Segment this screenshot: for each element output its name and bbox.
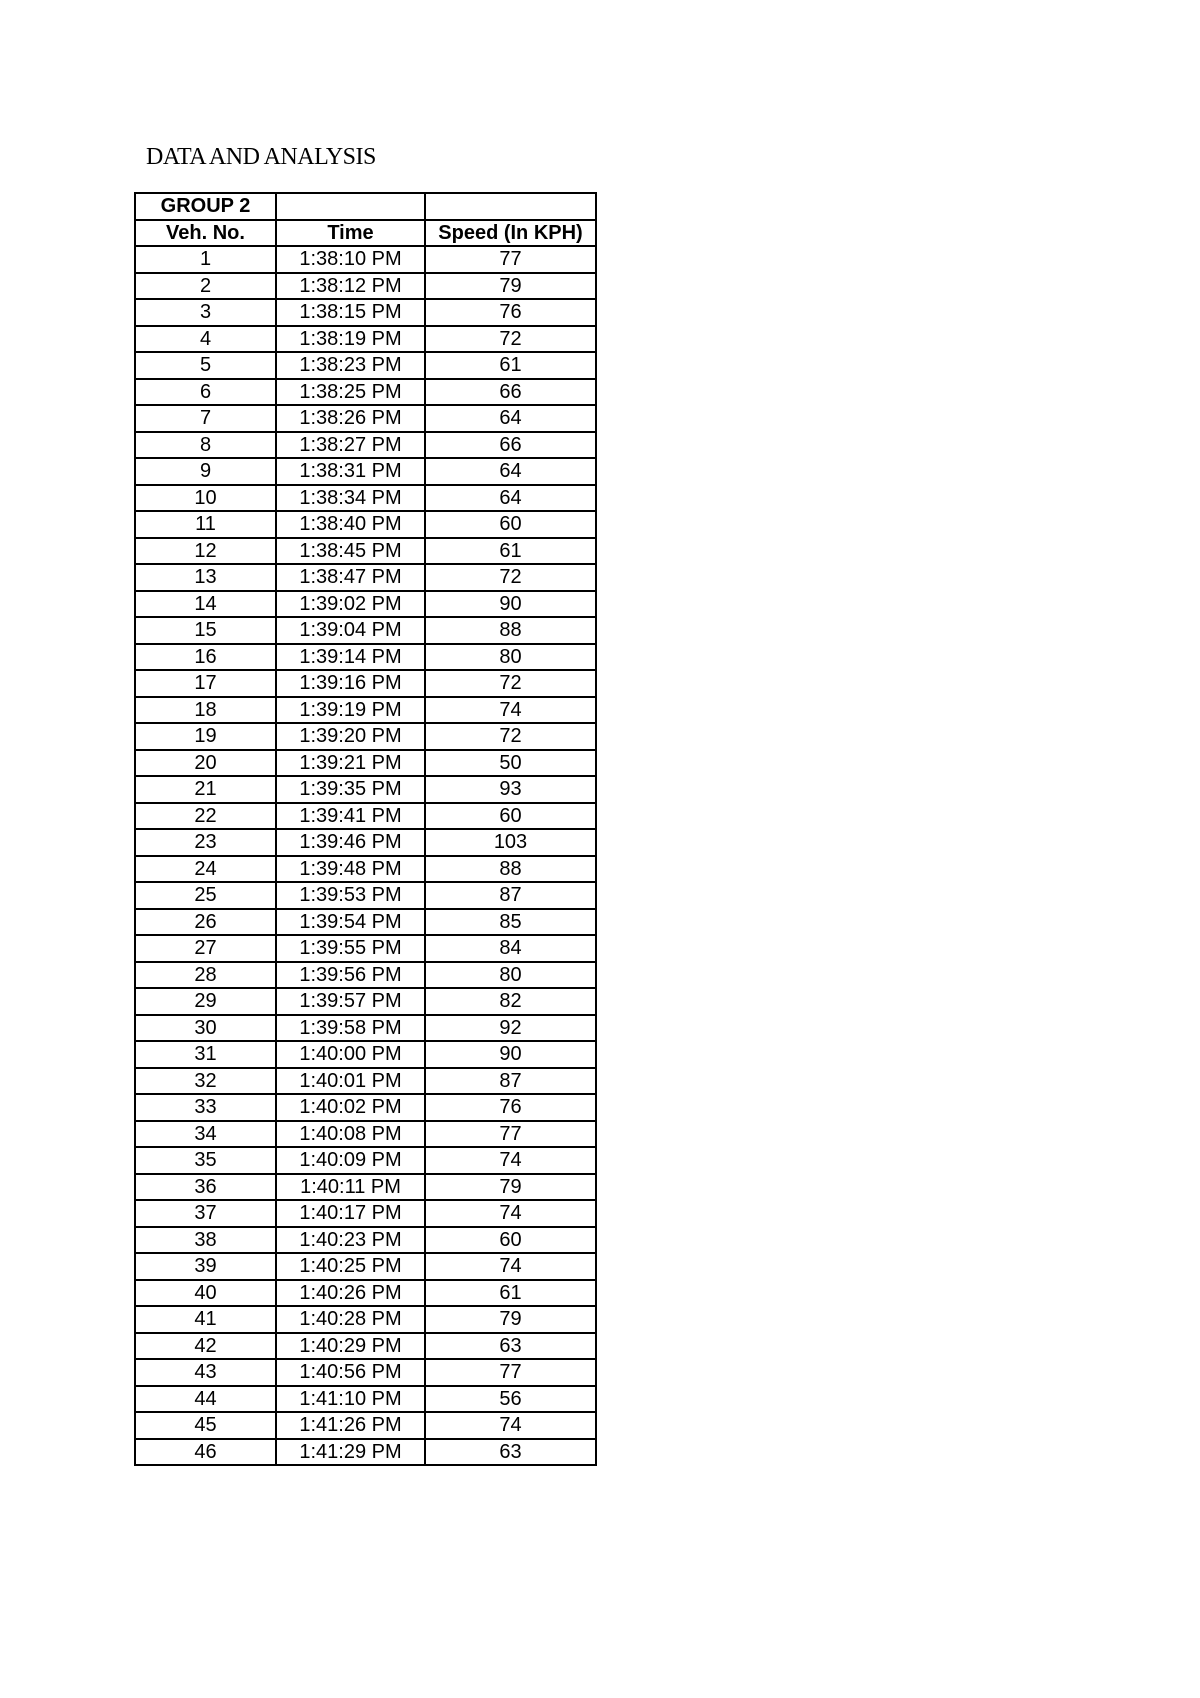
vehicle-number-cell: 23: [135, 829, 276, 856]
vehicle-number-cell: 14: [135, 591, 276, 618]
vehicle-number-cell: 6: [135, 379, 276, 406]
vehicle-number-cell: 24: [135, 856, 276, 883]
table-row: [135, 1412, 596, 1439]
speed-cell: 74: [425, 1412, 596, 1439]
time-cell: 1:38:26 PM: [276, 405, 425, 432]
time-cell: 1:41:26 PM: [276, 1412, 425, 1439]
table-row: [135, 803, 596, 830]
time-cell: 1:40:09 PM: [276, 1147, 425, 1174]
speed-cell: 60: [425, 1227, 596, 1254]
time-cell: 1:40:26 PM: [276, 1280, 425, 1307]
time-cell: 1:39:35 PM: [276, 776, 425, 803]
table-row: [135, 750, 596, 777]
speed-cell: 74: [425, 697, 596, 724]
speed-cell: 74: [425, 1147, 596, 1174]
vehicle-number-cell: 8: [135, 432, 276, 459]
table-row: [135, 326, 596, 353]
vehicle-number-cell: 4: [135, 326, 276, 353]
table-row: [135, 591, 596, 618]
time-cell: 1:40:29 PM: [276, 1333, 425, 1360]
vehicle-number-cell: 30: [135, 1015, 276, 1042]
table-row: [135, 1333, 596, 1360]
speed-cell: 90: [425, 1041, 596, 1068]
table-row: [135, 776, 596, 803]
vehicle-number-cell: 13: [135, 564, 276, 591]
speed-cell: 50: [425, 750, 596, 777]
time-cell: 1:38:40 PM: [276, 511, 425, 538]
speed-cell: 103: [425, 829, 596, 856]
time-cell: 1:39:55 PM: [276, 935, 425, 962]
table-row: [135, 458, 596, 485]
time-cell: 1:39:56 PM: [276, 962, 425, 989]
header-row: [135, 220, 596, 247]
time-cell: 1:39:41 PM: [276, 803, 425, 830]
time-cell: 1:38:45 PM: [276, 538, 425, 565]
speed-cell: 80: [425, 644, 596, 671]
table-row: [135, 246, 596, 273]
table-row: [135, 352, 596, 379]
time-cell: 1:38:31 PM: [276, 458, 425, 485]
empty-cell: [276, 193, 425, 220]
speed-cell: 77: [425, 1121, 596, 1148]
vehicle-number-cell: 27: [135, 935, 276, 962]
time-cell: 1:39:58 PM: [276, 1015, 425, 1042]
time-cell: 1:39:14 PM: [276, 644, 425, 671]
time-cell: 1:40:56 PM: [276, 1359, 425, 1386]
speed-cell: 64: [425, 485, 596, 512]
group-row: [135, 193, 596, 220]
speed-cell: 60: [425, 511, 596, 538]
table-row: [135, 670, 596, 697]
speed-cell: 92: [425, 1015, 596, 1042]
table-row: [135, 1386, 596, 1413]
vehicle-number-cell: 15: [135, 617, 276, 644]
time-cell: 1:40:11 PM: [276, 1174, 425, 1201]
speed-cell: 79: [425, 1174, 596, 1201]
table-row: [135, 856, 596, 883]
vehicle-number-cell: 1: [135, 246, 276, 273]
time-cell: 1:41:29 PM: [276, 1439, 425, 1466]
time-cell: 1:39:16 PM: [276, 670, 425, 697]
table-row: [135, 511, 596, 538]
speed-cell: 64: [425, 405, 596, 432]
time-cell: 1:40:01 PM: [276, 1068, 425, 1095]
data-table: [134, 192, 597, 1466]
speed-cell: 87: [425, 1068, 596, 1095]
table-row: [135, 909, 596, 936]
time-cell: 1:39:21 PM: [276, 750, 425, 777]
speed-cell: 77: [425, 1359, 596, 1386]
time-cell: 1:40:28 PM: [276, 1306, 425, 1333]
vehicle-number-cell: 10: [135, 485, 276, 512]
time-cell: 1:39:19 PM: [276, 697, 425, 724]
time-cell: 1:40:02 PM: [276, 1094, 425, 1121]
vehicle-number-cell: 43: [135, 1359, 276, 1386]
table-row: [135, 1306, 596, 1333]
vehicle-number-cell: 39: [135, 1253, 276, 1280]
time-cell: 1:38:34 PM: [276, 485, 425, 512]
vehicle-number-cell: 38: [135, 1227, 276, 1254]
vehicle-number-cell: 22: [135, 803, 276, 830]
vehicle-number-cell: 18: [135, 697, 276, 724]
table-row: [135, 1253, 596, 1280]
speed-cell: 87: [425, 882, 596, 909]
vehicle-number-cell: 2: [135, 273, 276, 300]
vehicle-number-cell: 35: [135, 1147, 276, 1174]
speed-cell: 77: [425, 246, 596, 273]
time-cell: 1:40:23 PM: [276, 1227, 425, 1254]
time-cell: 1:38:15 PM: [276, 299, 425, 326]
vehicle-number-cell: 29: [135, 988, 276, 1015]
vehicle-number-cell: 45: [135, 1412, 276, 1439]
table-row: [135, 432, 596, 459]
time-cell: 1:39:02 PM: [276, 591, 425, 618]
vehicle-number-cell: 28: [135, 962, 276, 989]
vehicle-number-cell: 42: [135, 1333, 276, 1360]
time-cell: 1:38:10 PM: [276, 246, 425, 273]
speed-cell: 64: [425, 458, 596, 485]
speed-cell: 66: [425, 379, 596, 406]
table-row: [135, 962, 596, 989]
column-header-vehicle-number: Veh. No.: [135, 220, 276, 247]
time-cell: 1:40:08 PM: [276, 1121, 425, 1148]
vehicle-number-cell: 3: [135, 299, 276, 326]
table-row: [135, 644, 596, 671]
vehicle-number-cell: 41: [135, 1306, 276, 1333]
table-row: [135, 299, 596, 326]
table-row: [135, 1147, 596, 1174]
time-cell: 1:38:12 PM: [276, 273, 425, 300]
table-row: [135, 829, 596, 856]
table-row: [135, 697, 596, 724]
speed-cell: 72: [425, 670, 596, 697]
vehicle-number-cell: 26: [135, 909, 276, 936]
table-row: [135, 564, 596, 591]
table-row: [135, 485, 596, 512]
time-cell: 1:40:25 PM: [276, 1253, 425, 1280]
time-cell: 1:38:25 PM: [276, 379, 425, 406]
vehicle-number-cell: 34: [135, 1121, 276, 1148]
table-row: [135, 1439, 596, 1466]
speed-cell: 84: [425, 935, 596, 962]
time-cell: 1:38:23 PM: [276, 352, 425, 379]
vehicle-number-cell: 21: [135, 776, 276, 803]
empty-cell: [425, 193, 596, 220]
speed-cell: 72: [425, 723, 596, 750]
speed-cell: 61: [425, 352, 596, 379]
table-row: [135, 1200, 596, 1227]
table-row: [135, 273, 596, 300]
table-row: [135, 538, 596, 565]
vehicle-number-cell: 9: [135, 458, 276, 485]
speed-cell: 80: [425, 962, 596, 989]
time-cell: 1:39:53 PM: [276, 882, 425, 909]
speed-cell: 85: [425, 909, 596, 936]
speed-cell: 79: [425, 273, 596, 300]
vehicle-number-cell: 32: [135, 1068, 276, 1095]
time-cell: 1:39:46 PM: [276, 829, 425, 856]
speed-cell: 76: [425, 1094, 596, 1121]
vehicle-number-cell: 31: [135, 1041, 276, 1068]
speed-cell: 74: [425, 1253, 596, 1280]
time-cell: 1:38:47 PM: [276, 564, 425, 591]
table-row: [135, 379, 596, 406]
vehicle-number-cell: 7: [135, 405, 276, 432]
table-row: [135, 1174, 596, 1201]
time-cell: 1:39:57 PM: [276, 988, 425, 1015]
vehicle-number-cell: 19: [135, 723, 276, 750]
speed-cell: 60: [425, 803, 596, 830]
speed-cell: 88: [425, 617, 596, 644]
time-cell: 1:40:00 PM: [276, 1041, 425, 1068]
time-cell: 1:39:20 PM: [276, 723, 425, 750]
table-row: [135, 1015, 596, 1042]
table-row: [135, 1227, 596, 1254]
vehicle-number-cell: 20: [135, 750, 276, 777]
speed-cell: 74: [425, 1200, 596, 1227]
speed-cell: 72: [425, 564, 596, 591]
speed-cell: 82: [425, 988, 596, 1015]
time-cell: 1:40:17 PM: [276, 1200, 425, 1227]
speed-cell: 93: [425, 776, 596, 803]
vehicle-number-cell: 16: [135, 644, 276, 671]
speed-cell: 56: [425, 1386, 596, 1413]
speed-cell: 72: [425, 326, 596, 353]
table-row: [135, 1280, 596, 1307]
speed-cell: 79: [425, 1306, 596, 1333]
speed-cell: 61: [425, 1280, 596, 1307]
table-row: [135, 1121, 596, 1148]
time-cell: 1:38:27 PM: [276, 432, 425, 459]
speed-cell: 88: [425, 856, 596, 883]
time-cell: 1:39:48 PM: [276, 856, 425, 883]
time-cell: 1:38:19 PM: [276, 326, 425, 353]
column-header-time: Time: [276, 220, 425, 247]
table-row: [135, 405, 596, 432]
table-row: [135, 1041, 596, 1068]
time-cell: 1:41:10 PM: [276, 1386, 425, 1413]
speed-cell: 61: [425, 538, 596, 565]
vehicle-number-cell: 25: [135, 882, 276, 909]
table-row: [135, 988, 596, 1015]
vehicle-number-cell: 12: [135, 538, 276, 565]
vehicle-number-cell: 46: [135, 1439, 276, 1466]
table-row: [135, 617, 596, 644]
table-row: [135, 935, 596, 962]
group-label: GROUP 2: [135, 193, 276, 220]
vehicle-number-cell: 33: [135, 1094, 276, 1121]
vehicle-number-cell: 40: [135, 1280, 276, 1307]
time-cell: 1:39:54 PM: [276, 909, 425, 936]
table-row: [135, 882, 596, 909]
vehicle-number-cell: 11: [135, 511, 276, 538]
speed-cell: 90: [425, 591, 596, 618]
vehicle-number-cell: 5: [135, 352, 276, 379]
speed-cell: 76: [425, 299, 596, 326]
vehicle-number-cell: 17: [135, 670, 276, 697]
table-row: [135, 1094, 596, 1121]
table-row: [135, 1068, 596, 1095]
speed-cell: 63: [425, 1439, 596, 1466]
time-cell: 1:39:04 PM: [276, 617, 425, 644]
table-row: [135, 723, 596, 750]
table-row: [135, 1359, 596, 1386]
speed-cell: 63: [425, 1333, 596, 1360]
vehicle-number-cell: 37: [135, 1200, 276, 1227]
table-body: [135, 193, 596, 1465]
vehicle-number-cell: 44: [135, 1386, 276, 1413]
vehicle-number-cell: 36: [135, 1174, 276, 1201]
page-heading: DATA AND ANALYSIS: [146, 144, 376, 170]
speed-cell: 66: [425, 432, 596, 459]
column-header-speed: Speed (In KPH): [425, 220, 596, 247]
